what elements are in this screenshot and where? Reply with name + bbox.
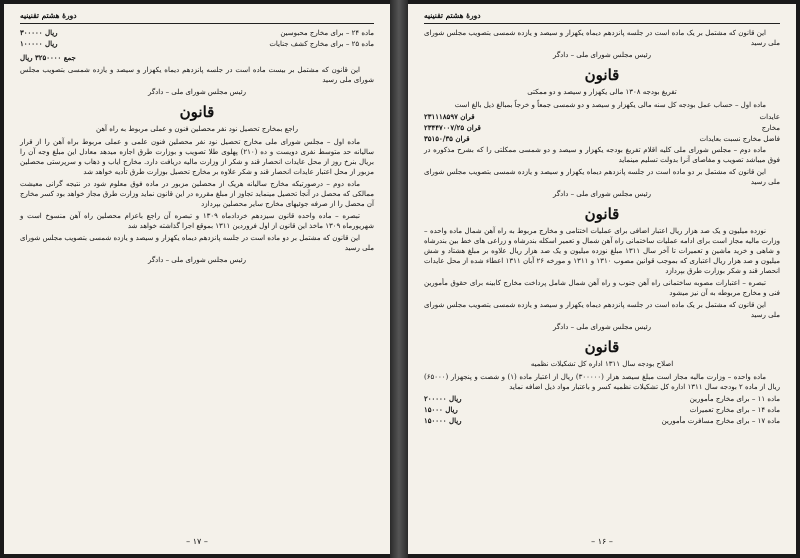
note: تبصره – اعتبارات مصوبه ساختمانی راه آهن جنوب و راه آهن شمال شامل پرداخت مخارج کابینه برای حقوق مأمورین فنی و مخارج مربوطه به آن نیز میشود (424, 279, 780, 297)
ledger-entry-amount: ۲۳۴۴۷۰۰۷/۲۵ قران (424, 123, 481, 132)
approval-clause: این قانون که مشتمل بر دو ماده است در جلسه پانزدهم دیماه یکهزار و سیصد و یازده شمسی بتصویب مجلس شورای ملی رسید (424, 168, 780, 186)
budget-item-label: ماده ۲۴ – برای مخارج محبوسین (280, 29, 374, 37)
budget-item (20, 39, 374, 49)
budget-item (20, 28, 374, 38)
approval-clause: این قانون که مشتمل بر دو ماده است در جلسه پانزدهم دیماه یکهزار و سیصد و یازده شمسی بتصویب مجلس شورای ملی رسید (20, 234, 374, 252)
article-2: ماده دوم – درصورتیکه مخارج سالیانه هریک از محصلین مزبور در ماده فوق معلوم شود در نتیجه گرانی معیشت ممالکی که محصل در آنجا تحصیل مینماید تجاوز از مبلغ مقرره در این قانون نماید وزارت طرق مجاز خواهد بود کسر مخارج آن محصل را از صرفه جوئیهای مخارج سایر محصلین بپردازد (20, 180, 374, 208)
budget-item-label: ماده ۲۵ – برای مخارج کشف جنایات (269, 40, 374, 48)
article-1: ماده اول – مجلس شورای ملی مخارج تحصیل نود نفر محصلین فنون علمی و عملی مربوط براه آهن را از قرار سالیانه حد متوسط نفری دویست و ده (۲۱۰) پهلوی طلا تصویب و بوزارت طرق اجازه میدهد معادل این مبلغ وجه آن را بریال بنرخ روز از محل عایدات انحصار قند و شکر از وزارت مالیه دریافت دارد. مخارج ایاب و ذهاب و سرپرستی محصلین مزبور از محل اعتبار عایدات انحصار قند و شکر علاوه بر مخارج تحصیل بوزارت طرق تأدیه خواهد شد (20, 138, 375, 176)
law-heading: قانون (584, 338, 620, 356)
budget-item (424, 394, 780, 404)
approval-clause: این قانون که مشتمل بر بیست ماده است در جلسه پانزدهم دیماه یکهزار و سیصد و یازده شمسی بتصویب مجلس شورای ملی رسید (20, 66, 374, 84)
budget-item-amount: ۳۰۰۰۰۰ ریال (20, 28, 58, 37)
page-number: – ۱۶ – (591, 537, 613, 546)
left-page (4, 4, 390, 554)
law-subheading: تفریغ بودجه ۱۳۰۸ مالی یکهزار و سیصد و دو ممکتی (527, 88, 677, 96)
book-gutter (390, 0, 408, 558)
law-body: نوزده میلیون و یک صد هزار ریال اعتبار اضافی برای عملیات اختتامی و مخارج مربوط به راه آهن شمال ماده واحده – وزارت مالیه مجاز است برای ادامه عملیات ساختمانی راه آهن شمال و تعمیر اسکله بندرشاه و زراعی های خط بین بندرشاه و شاهی و خرید ماشین و تعمیرات تا آخر سال ۱۳۱۱ مبلغ نوزده میلیون و یک صد هزار ریال علاوه بر مبلغ هشتاد و شش میلیون و صد هزار ریال اعتباری که بموجب قوانین مصوب ۱۳۱۰ و ۱۳۱۱ و مورخه ۲۶ آبان ۱۳۱۱ اعطاء شده از محل عایدات انحصار قند و شکر بوزارت طرق بپردازد (424, 227, 780, 275)
signature: رئیس مجلس شورای ملی – دادگر (147, 256, 247, 264)
right-page (408, 4, 796, 554)
ledger-entry-amount: ۲۳۱۱۱۸۵۹۷ قران (424, 112, 475, 121)
signature: رئیس مجلس شورای ملی – دادگر (552, 190, 652, 198)
signature: رئیس مجلس شورای ملی – دادگر (552, 51, 652, 59)
running-head: دورهٔ هشتم تقنینیه (20, 4, 374, 24)
budget-item (424, 405, 780, 415)
ledger-entry (424, 134, 780, 144)
budget-item-amount: ۱۰۰۰۰۰ ریال (20, 39, 58, 48)
signature: رئیس مجلس شورای ملی – دادگر (552, 323, 652, 331)
ledger-entry (424, 112, 780, 122)
single-article: ماده واحده – وزارت مالیه مجاز است مبلغ سیصد هزار (۳۰۰۰۰۰) ریال از اعتبار ماده (۱) و شصت و پنجهزار (۶۵۰۰۰) ریال از ماده ۲ بودجه سال ۱۳۱۱ اداره کل تشکیلات نظمیه کسر و باعتبار مواد ذیل اضافه نماید (424, 373, 780, 391)
budget-item-label: ماده ۱۴ – برای مخارج تعمیرات (689, 406, 780, 414)
ledger-entry-label: عایدات (759, 113, 780, 121)
law-heading: قانون (179, 103, 215, 121)
budget-item-amount: ۱۵۰۰۰ ریال (424, 405, 458, 414)
approval-clause: این قانون که مشتمل بر یک ماده است در جلسه پانزدهم دیماه یکهزار و سیصد و یازده شمسی بتصویب مجلس شورای ملی رسید (424, 29, 780, 47)
budget-total: جمع ۳۲۵۰۰۰۰ ریال (20, 53, 76, 62)
law-subheading: اصلاح بودجه سال ۱۳۱۱ اداره کل تشکیلات نظمیه (530, 360, 674, 368)
budget-item-label: ماده ۱۱ – برای مخارج مأمورین (689, 395, 780, 403)
ledger-entry-amount: ۳۵۱۵۰/۳۵ قران (424, 134, 470, 143)
article-2: ماده دوم – مجلس شورای ملی کلیه اقلام تفریغ بودجه یکهزار و سیصد و دو شمسی ممکلتی را که بشرح مذکوره در فوق میباشد تصویب و مفاصای آنرا بدولت تسلیم مینماید (424, 146, 780, 164)
running-head: دورهٔ هشتم تقنینیه (424, 4, 780, 24)
ledger-entry-label: مخارج (761, 124, 780, 132)
signature: رئیس مجلس شورای ملی – دادگر (147, 88, 247, 96)
page-number: – ۱۷ – (186, 537, 208, 546)
law-subheading: راجع بمخارج تحصیل نود نفر محصلین فنون و عملی مربوط به راه آهن (96, 125, 298, 133)
law-heading: قانون (584, 66, 620, 84)
article-1: ماده اول – حساب عمل بودجه کل سنه مالی یکهزار و سیصد و دو شمسی جمعاً و خرجاً بمبالغ ذیل بالغ است (454, 101, 766, 109)
ledger-entry (424, 123, 780, 133)
budget-item-amount: ۱۵۰۰۰۰ ریال (424, 416, 462, 425)
ledger-entry-label: فاضل مخارج نسبت بعایدات (699, 135, 780, 143)
note: تبصره – ماده واحده قانون سیزدهم خردادماه ۱۳۰۹ و تبصره آن راجع باعزام محصلین راه آهن منسوخ است و شهریورماه ۱۳۰۹ ماخذ این قانون از اول فروردین ۱۳۱۱ بموقع اجرا گذاشته خواهد شد (20, 212, 374, 230)
budget-item-amount: ۲۰۰۰۰۰ ریال (424, 394, 462, 403)
law-heading: قانون (584, 205, 620, 223)
approval-clause: این قانون که مشتمل بر یک ماده است در جلسه پانزدهم دیماه یکهزار و سیصد و یازده شمسی بتصویب مجلس شورای ملی رسید (424, 301, 780, 319)
budget-item-label: ماده ۱۷ – برای مخارج مسافرت مأمورین (661, 417, 780, 425)
budget-item (424, 416, 780, 426)
